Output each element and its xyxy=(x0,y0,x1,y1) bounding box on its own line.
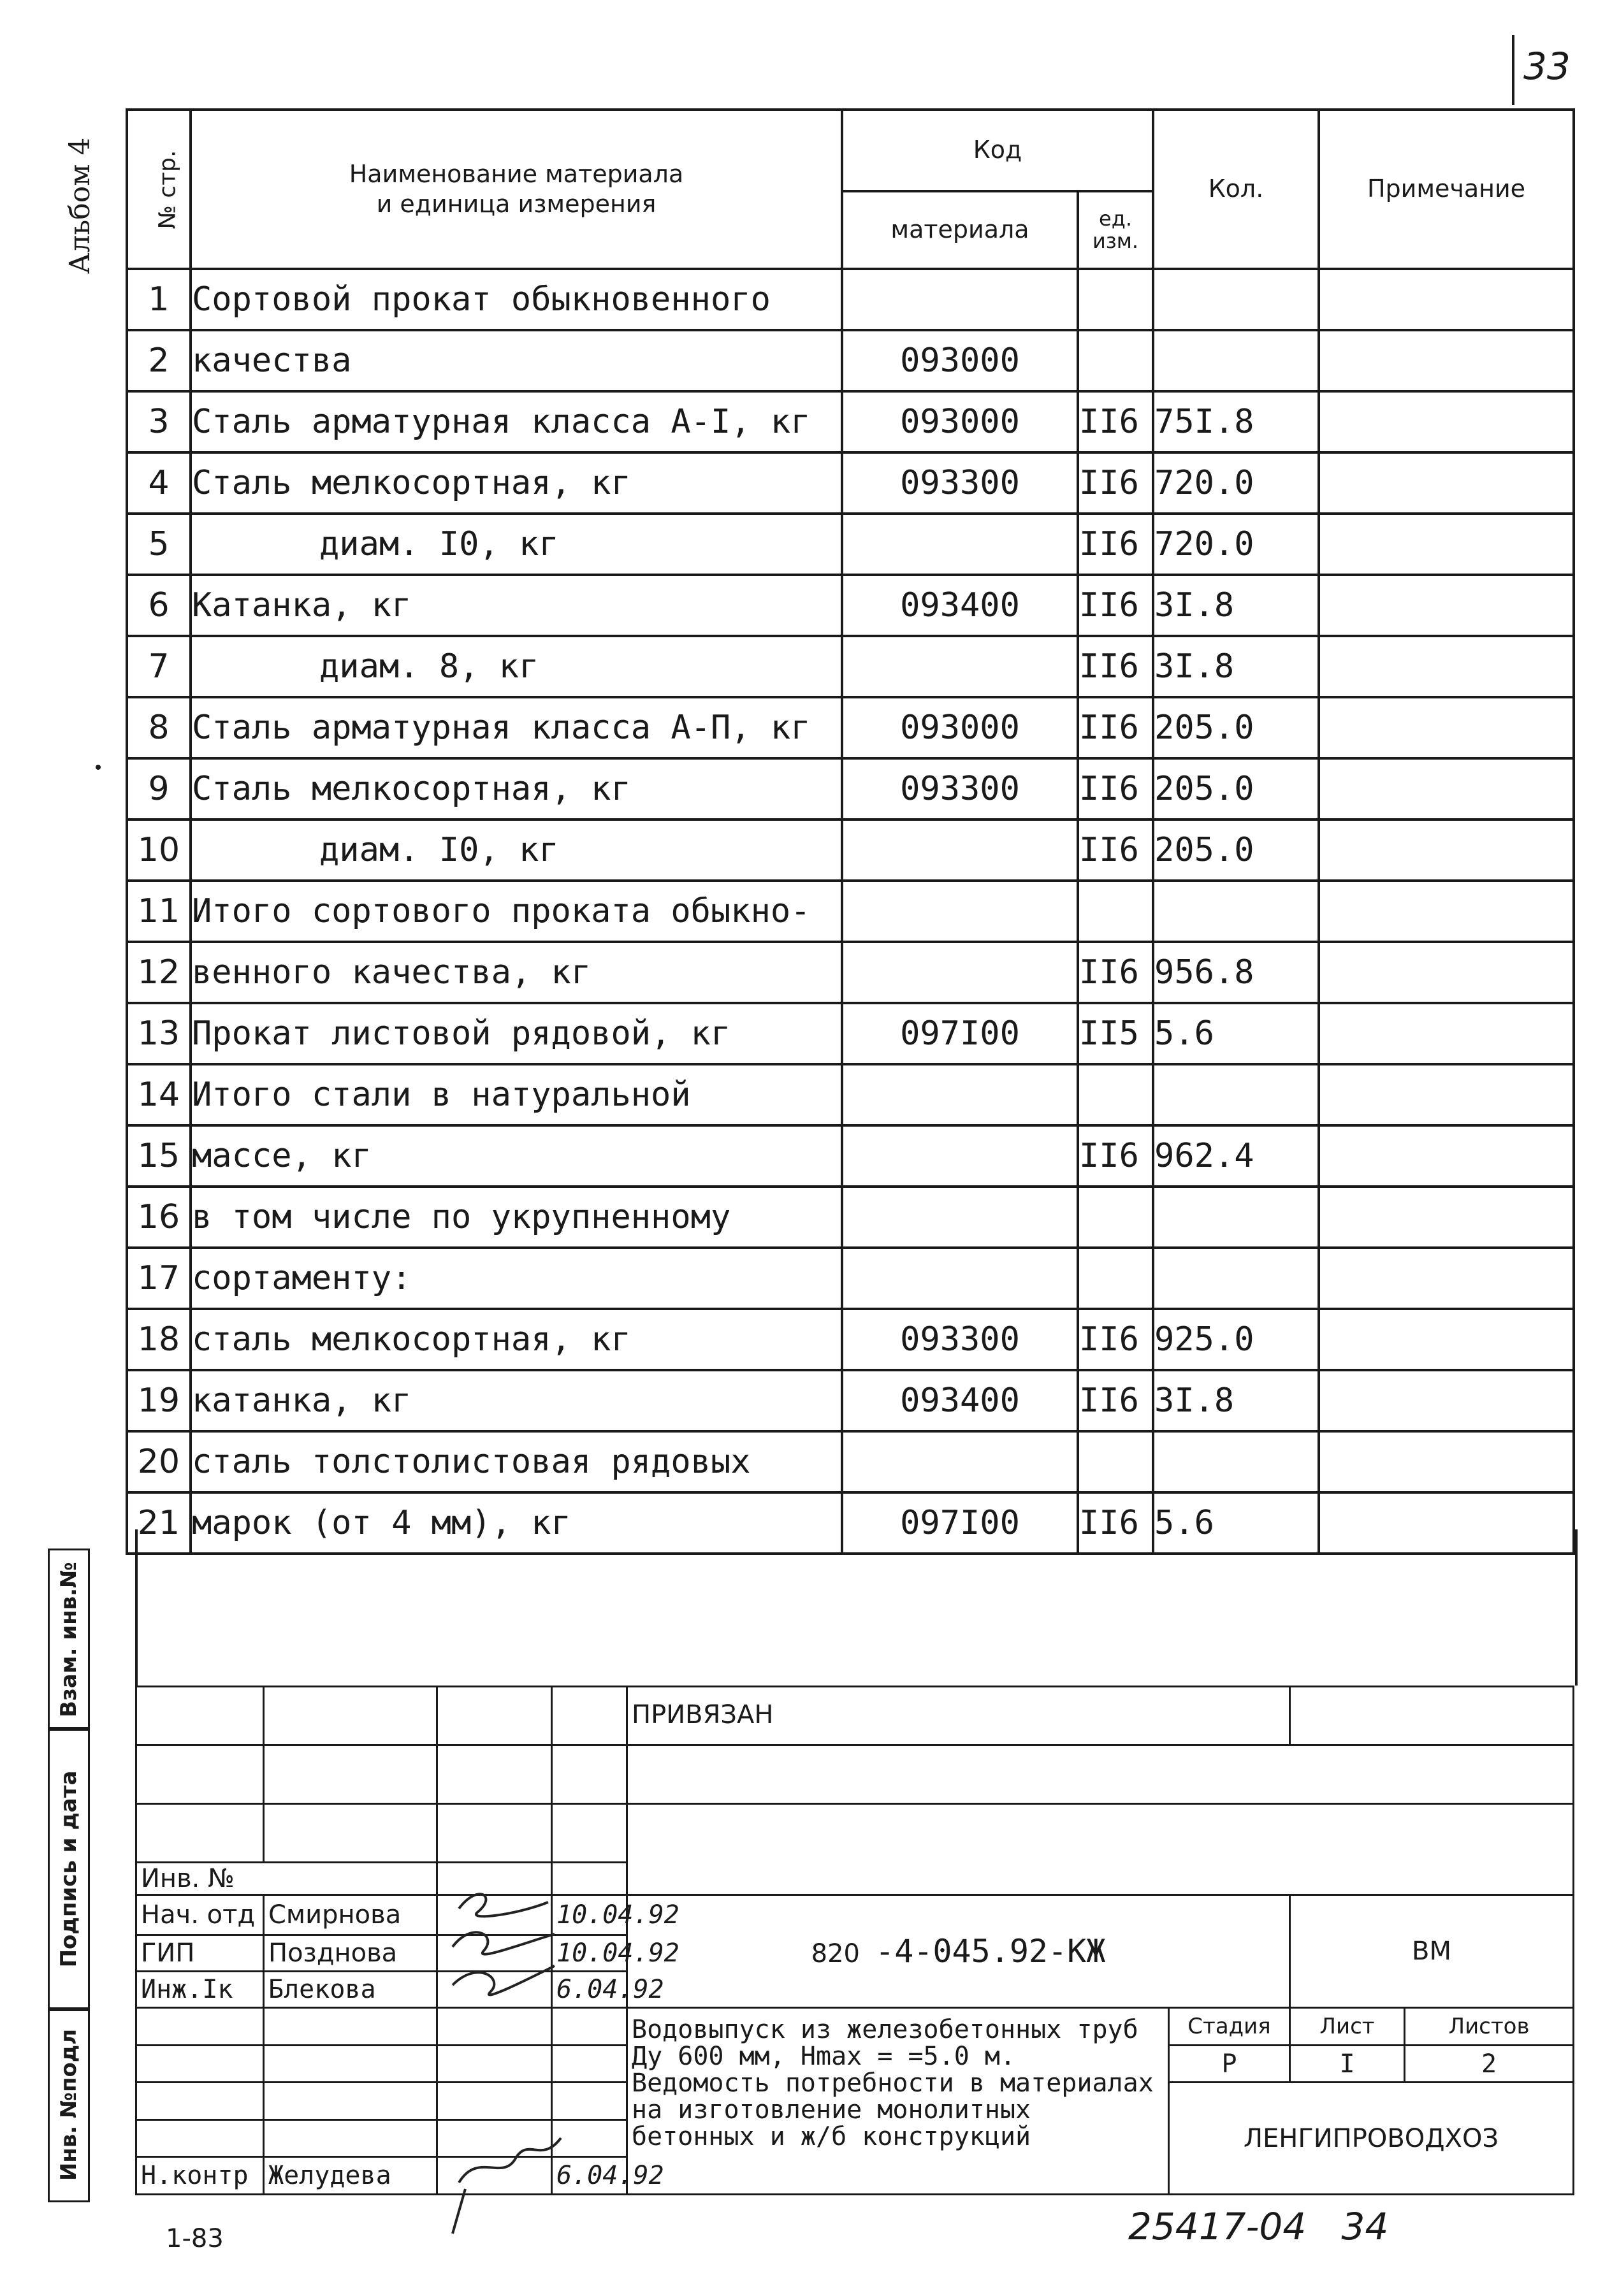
note xyxy=(1319,819,1574,881)
note xyxy=(1319,452,1574,514)
unit-code: II6 xyxy=(1078,1125,1153,1187)
quantity xyxy=(1153,1431,1319,1492)
unit-code: II6 xyxy=(1078,758,1153,819)
header-quantity: Кол. xyxy=(1153,110,1319,269)
sheet-value: I xyxy=(1290,2045,1405,2082)
album-label: Альбом 4 xyxy=(64,137,96,274)
material-name: Прокат листовой рядовой, кг xyxy=(191,1003,842,1064)
header-code-material: материала xyxy=(842,191,1078,269)
material-name: диам. I0, кг xyxy=(191,819,842,881)
quantity: 720.0 xyxy=(1153,514,1319,575)
note xyxy=(1319,1187,1574,1248)
left-margin-stamp xyxy=(48,1549,137,2199)
note xyxy=(1319,881,1574,942)
note xyxy=(1319,942,1574,1003)
material-code xyxy=(842,636,1078,697)
sheet-label: Лист xyxy=(1290,2008,1405,2045)
material-name: марок (от 4 мм), кг xyxy=(191,1492,842,1554)
material-name: венного качества, кг xyxy=(191,942,842,1003)
material-name: Катанка, кг xyxy=(191,575,842,636)
note xyxy=(1319,269,1574,330)
unit-code xyxy=(1078,1248,1153,1309)
note xyxy=(1319,330,1574,391)
unit-code: II6 xyxy=(1078,514,1153,575)
date-engineer: 6.04.92 xyxy=(552,1972,627,2008)
table-row xyxy=(127,819,1574,881)
row-number: 13 xyxy=(127,1003,191,1064)
table-row xyxy=(127,1187,1574,1248)
material-name: Сталь арматурная класса А-I, кг xyxy=(191,391,842,452)
unit-code: II6 xyxy=(1078,697,1153,758)
row-number: 6 xyxy=(127,575,191,636)
row-number: 2 xyxy=(127,330,191,391)
note xyxy=(1319,697,1574,758)
note xyxy=(1319,1003,1574,1064)
material-name: сталь толстолистовая рядовых xyxy=(191,1431,842,1492)
quantity: 3I.8 xyxy=(1153,575,1319,636)
material-code xyxy=(842,1064,1078,1125)
unit-code xyxy=(1078,881,1153,942)
material-code xyxy=(842,269,1078,330)
table-row xyxy=(127,881,1574,942)
row-number: 11 xyxy=(127,881,191,942)
material-name: диам. 8, кг xyxy=(191,636,842,697)
row-number: 12 xyxy=(127,942,191,1003)
material-name: сортаменту: xyxy=(191,1248,842,1309)
material-code xyxy=(842,514,1078,575)
note xyxy=(1319,758,1574,819)
table-row xyxy=(127,514,1574,575)
replace-inv-box: Взам. инв.№ xyxy=(48,1549,90,1731)
row-number: 4 xyxy=(127,452,191,514)
table-row xyxy=(127,269,1574,330)
table-row xyxy=(127,1003,1574,1064)
material-code: 093000 xyxy=(842,330,1078,391)
material-code xyxy=(842,881,1078,942)
material-name: качества xyxy=(191,330,842,391)
material-code xyxy=(842,942,1078,1003)
quantity: 956.8 xyxy=(1153,942,1319,1003)
stray-mark xyxy=(96,765,101,770)
unit-code: II5 xyxy=(1078,1003,1153,1064)
material-name: Сталь мелкосортная, кг xyxy=(191,758,842,819)
table-row xyxy=(127,452,1574,514)
quantity xyxy=(1153,269,1319,330)
quantity: 205.0 xyxy=(1153,819,1319,881)
row-number: 8 xyxy=(127,697,191,758)
signatures xyxy=(440,1883,567,2208)
quantity: 925.0 xyxy=(1153,1309,1319,1370)
table-row xyxy=(127,575,1574,636)
document-type: ВМ xyxy=(1290,1895,1574,2008)
note xyxy=(1319,1431,1574,1492)
document-code: 820 -4-045.92-КЖ xyxy=(627,1895,1290,2008)
quantity: 205.0 xyxy=(1153,697,1319,758)
row-number: 15 xyxy=(127,1125,191,1187)
unit-code xyxy=(1078,269,1153,330)
table-row xyxy=(127,1309,1574,1370)
material-name: сталь мелкосортная, кг xyxy=(191,1309,842,1370)
table-row xyxy=(127,758,1574,819)
quantity xyxy=(1153,1064,1319,1125)
quantity: 962.4 xyxy=(1153,1125,1319,1187)
material-code: 093400 xyxy=(842,1370,1078,1431)
table-row xyxy=(127,1431,1574,1492)
quantity xyxy=(1153,330,1319,391)
note xyxy=(1319,1370,1574,1431)
table-row xyxy=(127,330,1574,391)
material-code xyxy=(842,819,1078,881)
quantity xyxy=(1153,1248,1319,1309)
document-description: Водовыпуск из железобетонных труб Ду 600 мм, Hmax = =5.0 м. Ведомость потребности в материалах на изготовление монолитных бетонных и ж/б конструкций xyxy=(627,2008,1169,2195)
orig-inv-box: Инв. №подл xyxy=(48,2007,90,2202)
material-code xyxy=(842,1248,1078,1309)
row-number: 17 xyxy=(127,1248,191,1309)
row-number: 3 xyxy=(127,391,191,452)
name-engineer: Блекова xyxy=(264,1972,437,2008)
material-code xyxy=(842,1431,1078,1492)
row-number: 9 xyxy=(127,758,191,819)
material-name: диам. I0, кг xyxy=(191,514,842,575)
page-number: 33 xyxy=(1523,45,1571,88)
row-number: 1 xyxy=(127,269,191,330)
unit-code xyxy=(1078,1064,1153,1125)
bound-label: ПРИВЯЗАН xyxy=(627,1687,1290,1745)
note xyxy=(1319,514,1574,575)
date-head: 10.04.92 xyxy=(552,1895,627,1935)
table-row xyxy=(127,1064,1574,1125)
material-code xyxy=(842,1187,1078,1248)
footer-left-code: 1-83 xyxy=(166,2224,224,2253)
material-name: Итого сортового проката обыкно- xyxy=(191,881,842,942)
material-name: катанка, кг xyxy=(191,1370,842,1431)
note xyxy=(1319,1125,1574,1187)
row-number: 5 xyxy=(127,514,191,575)
header-row-number: № стр. xyxy=(127,110,191,269)
stage-label: Стадия xyxy=(1169,2008,1290,2045)
title-block xyxy=(135,1686,1574,2195)
unit-code xyxy=(1078,330,1153,391)
empty-zone xyxy=(135,1529,1578,1686)
table-row xyxy=(127,391,1574,452)
quantity: 5.6 xyxy=(1153,1003,1319,1064)
role-norm-control: Н.контр xyxy=(136,2157,264,2195)
header-code: Код xyxy=(842,110,1153,191)
unit-code: II6 xyxy=(1078,1309,1153,1370)
header-note: Примечание xyxy=(1319,110,1574,269)
quantity xyxy=(1153,881,1319,942)
page-number-divider xyxy=(1512,35,1514,105)
date-chief: 10.04.92 xyxy=(552,1935,627,1971)
material-code: 097I00 xyxy=(842,1492,1078,1554)
unit-code: II6 xyxy=(1078,942,1153,1003)
sheets-value: 2 xyxy=(1405,2045,1574,2082)
unit-code: II6 xyxy=(1078,452,1153,514)
material-code: 093000 xyxy=(842,391,1078,452)
materials-table xyxy=(126,108,1575,1555)
material-code: 097I00 xyxy=(842,1003,1078,1064)
unit-code: II6 xyxy=(1078,391,1153,452)
header-code-unit: ед. изм. xyxy=(1078,191,1153,269)
material-name: в том числе по укрупненному xyxy=(191,1187,842,1248)
quantity: 720.0 xyxy=(1153,452,1319,514)
quantity: 205.0 xyxy=(1153,758,1319,819)
sign-date-box: Подпись и дата xyxy=(48,1727,90,2011)
stage-value: Р xyxy=(1169,2045,1290,2082)
quantity: 75I.8 xyxy=(1153,391,1319,452)
material-code xyxy=(842,1125,1078,1187)
row-number: 14 xyxy=(127,1064,191,1125)
unit-code: II6 xyxy=(1078,636,1153,697)
table-row xyxy=(127,636,1574,697)
row-number: 19 xyxy=(127,1370,191,1431)
header-material-name: Наименование материала и единица измерения xyxy=(191,110,842,269)
material-code: 093400 xyxy=(842,575,1078,636)
quantity: 3I.8 xyxy=(1153,1370,1319,1431)
unit-code xyxy=(1078,1187,1153,1248)
inv-number-label: Инв. № xyxy=(136,1862,437,1895)
table-row xyxy=(127,1248,1574,1309)
material-code: 093300 xyxy=(842,1309,1078,1370)
material-name: массе, кг xyxy=(191,1125,842,1187)
date-norm-control: 6.04.92 xyxy=(552,2157,627,2195)
material-name: Итого стали в натуральной xyxy=(191,1064,842,1125)
sheets-label: Листов xyxy=(1405,2008,1574,2045)
unit-code: II6 xyxy=(1078,1370,1153,1431)
row-number: 10 xyxy=(127,819,191,881)
material-name: Сталь арматурная класса А-П, кг xyxy=(191,697,842,758)
material-name: Сталь мелкосортная, кг xyxy=(191,452,842,514)
unit-code: II6 xyxy=(1078,819,1153,881)
material-code: 093300 xyxy=(842,452,1078,514)
note xyxy=(1319,1248,1574,1309)
unit-code: II6 xyxy=(1078,575,1153,636)
row-number: 18 xyxy=(127,1309,191,1370)
row-number: 7 xyxy=(127,636,191,697)
note xyxy=(1319,1064,1574,1125)
role-head: Нач. отд xyxy=(136,1895,264,1935)
note xyxy=(1319,575,1574,636)
footer-right-code: 25417-04 34 xyxy=(1128,2205,1389,2248)
row-number: 21 xyxy=(127,1492,191,1554)
table-row xyxy=(127,1125,1574,1187)
note xyxy=(1319,1309,1574,1370)
role-chief: ГИП xyxy=(136,1935,264,1971)
row-number: 16 xyxy=(127,1187,191,1248)
name-norm-control: Желудева xyxy=(264,2157,437,2195)
material-code: 093000 xyxy=(842,697,1078,758)
table-row xyxy=(127,1370,1574,1431)
table-row xyxy=(127,942,1574,1003)
unit-code xyxy=(1078,1431,1153,1492)
note xyxy=(1319,636,1574,697)
material-code: 093300 xyxy=(842,758,1078,819)
note xyxy=(1319,391,1574,452)
role-engineer: Инж.Iк xyxy=(136,1972,264,2008)
quantity xyxy=(1153,1187,1319,1248)
name-head: Смирнова xyxy=(264,1895,437,1935)
quantity: 5.6 xyxy=(1153,1492,1319,1554)
name-chief: Позднова xyxy=(264,1935,437,1971)
row-number: 20 xyxy=(127,1431,191,1492)
unit-code: II6 xyxy=(1078,1492,1153,1554)
table-row xyxy=(127,697,1574,758)
quantity: 3I.8 xyxy=(1153,636,1319,697)
organization: ЛЕНГИПРОВОДХОЗ xyxy=(1169,2083,1574,2195)
material-name: Сортовой прокат обыкновенного xyxy=(191,269,842,330)
